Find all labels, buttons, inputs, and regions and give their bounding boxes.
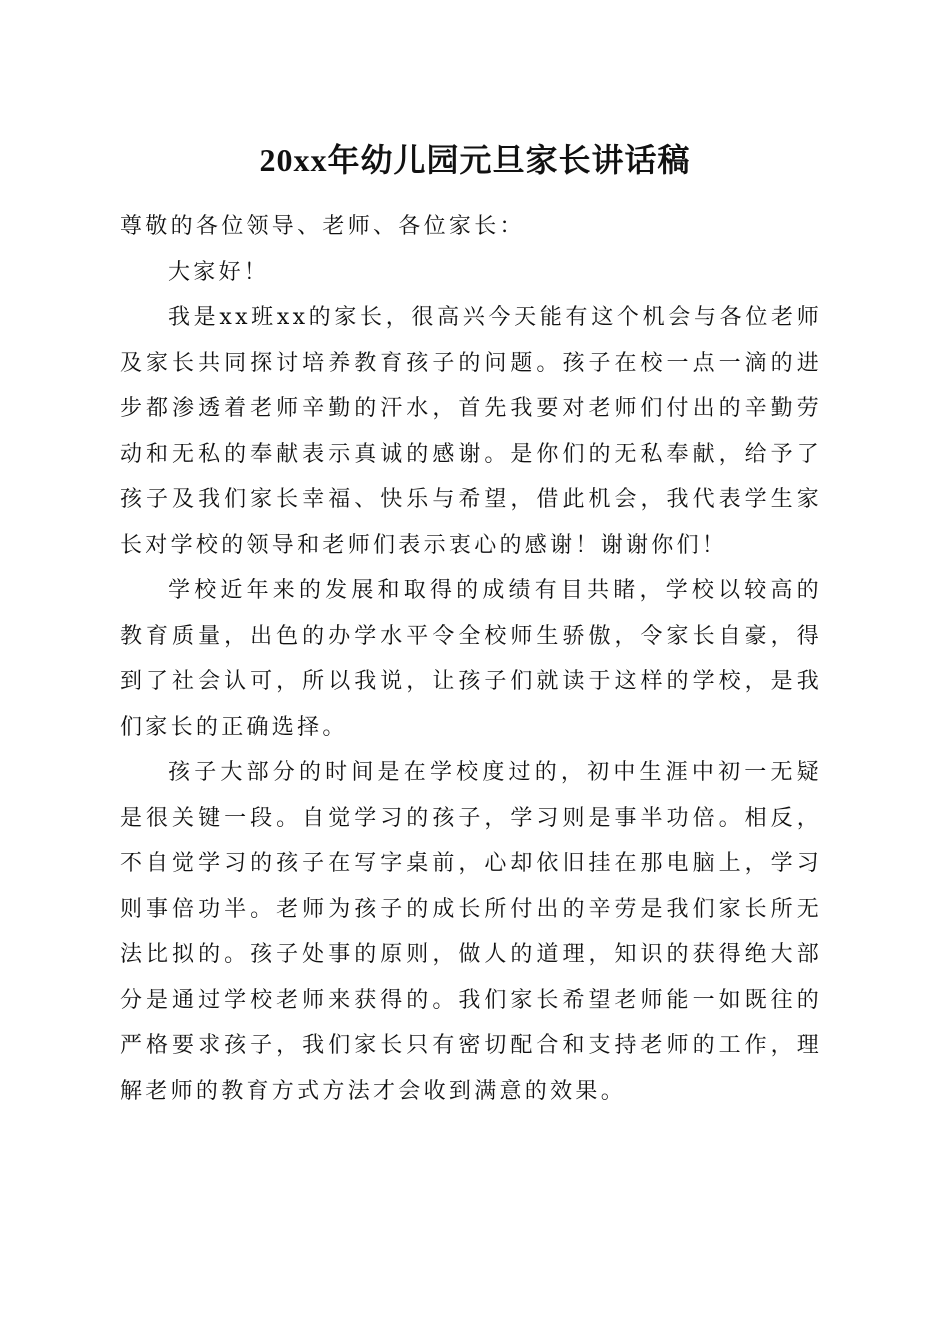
salutation: 尊敬的各位领导、老师、各位家长： — [120, 214, 525, 239]
paragraph-1: 我是xx班xx的家长，很高兴今天能有这个机会与各位老师及家长共同探讨培养教育孩子的问题。孩子在校一点一滴的进步都渗透着老师辛勤的汗水，首先我要对老师们付出的辛勤劳动和无私的奉献表示真诚的感谢。是你们的无私奉献，给予了孩子及我们家长幸福、快乐与希望，借此机会，我代表学生家长对学校的领导和老师们表示衷心的感谢！谢谢你们！ — [120, 305, 822, 558]
document-title: 20xx年幼儿园元旦家长讲话稿 — [259, 142, 691, 178]
paragraph-3: 孩子大部分的时间是在学校度过的，初中生涯中初一无疑是很关键一段。自觉学习的孩子，学习则是事半功倍。相反，不自觉学习的孩子在写字桌前，心却依旧挂在那电脑上，学习则事倍功半。老师为孩子的成长所付出的辛劳是我们家长所无法比拟的。孩子处事的原则，做人的道理，知识的获得绝大部分是通过学校老师来获得的。我们家长希望老师能一如既往的严格要求孩子，我们家长只有密切配合和支持老师的工作，理解老师的教育方式方法才会收到满意的效果。 — [120, 760, 822, 1104]
document-body — [120, 204, 822, 1114]
greeting: 大家好！ — [168, 259, 270, 285]
paragraph-2: 学校近年来的发展和取得的成绩有目共睹，学校以较高的教育质量，出色的办学水平令全校师生骄傲，令家长自豪，得到了社会认可，所以我说，让孩子们就读于这样的学校，是我们家长的正确选择。 — [120, 578, 822, 740]
